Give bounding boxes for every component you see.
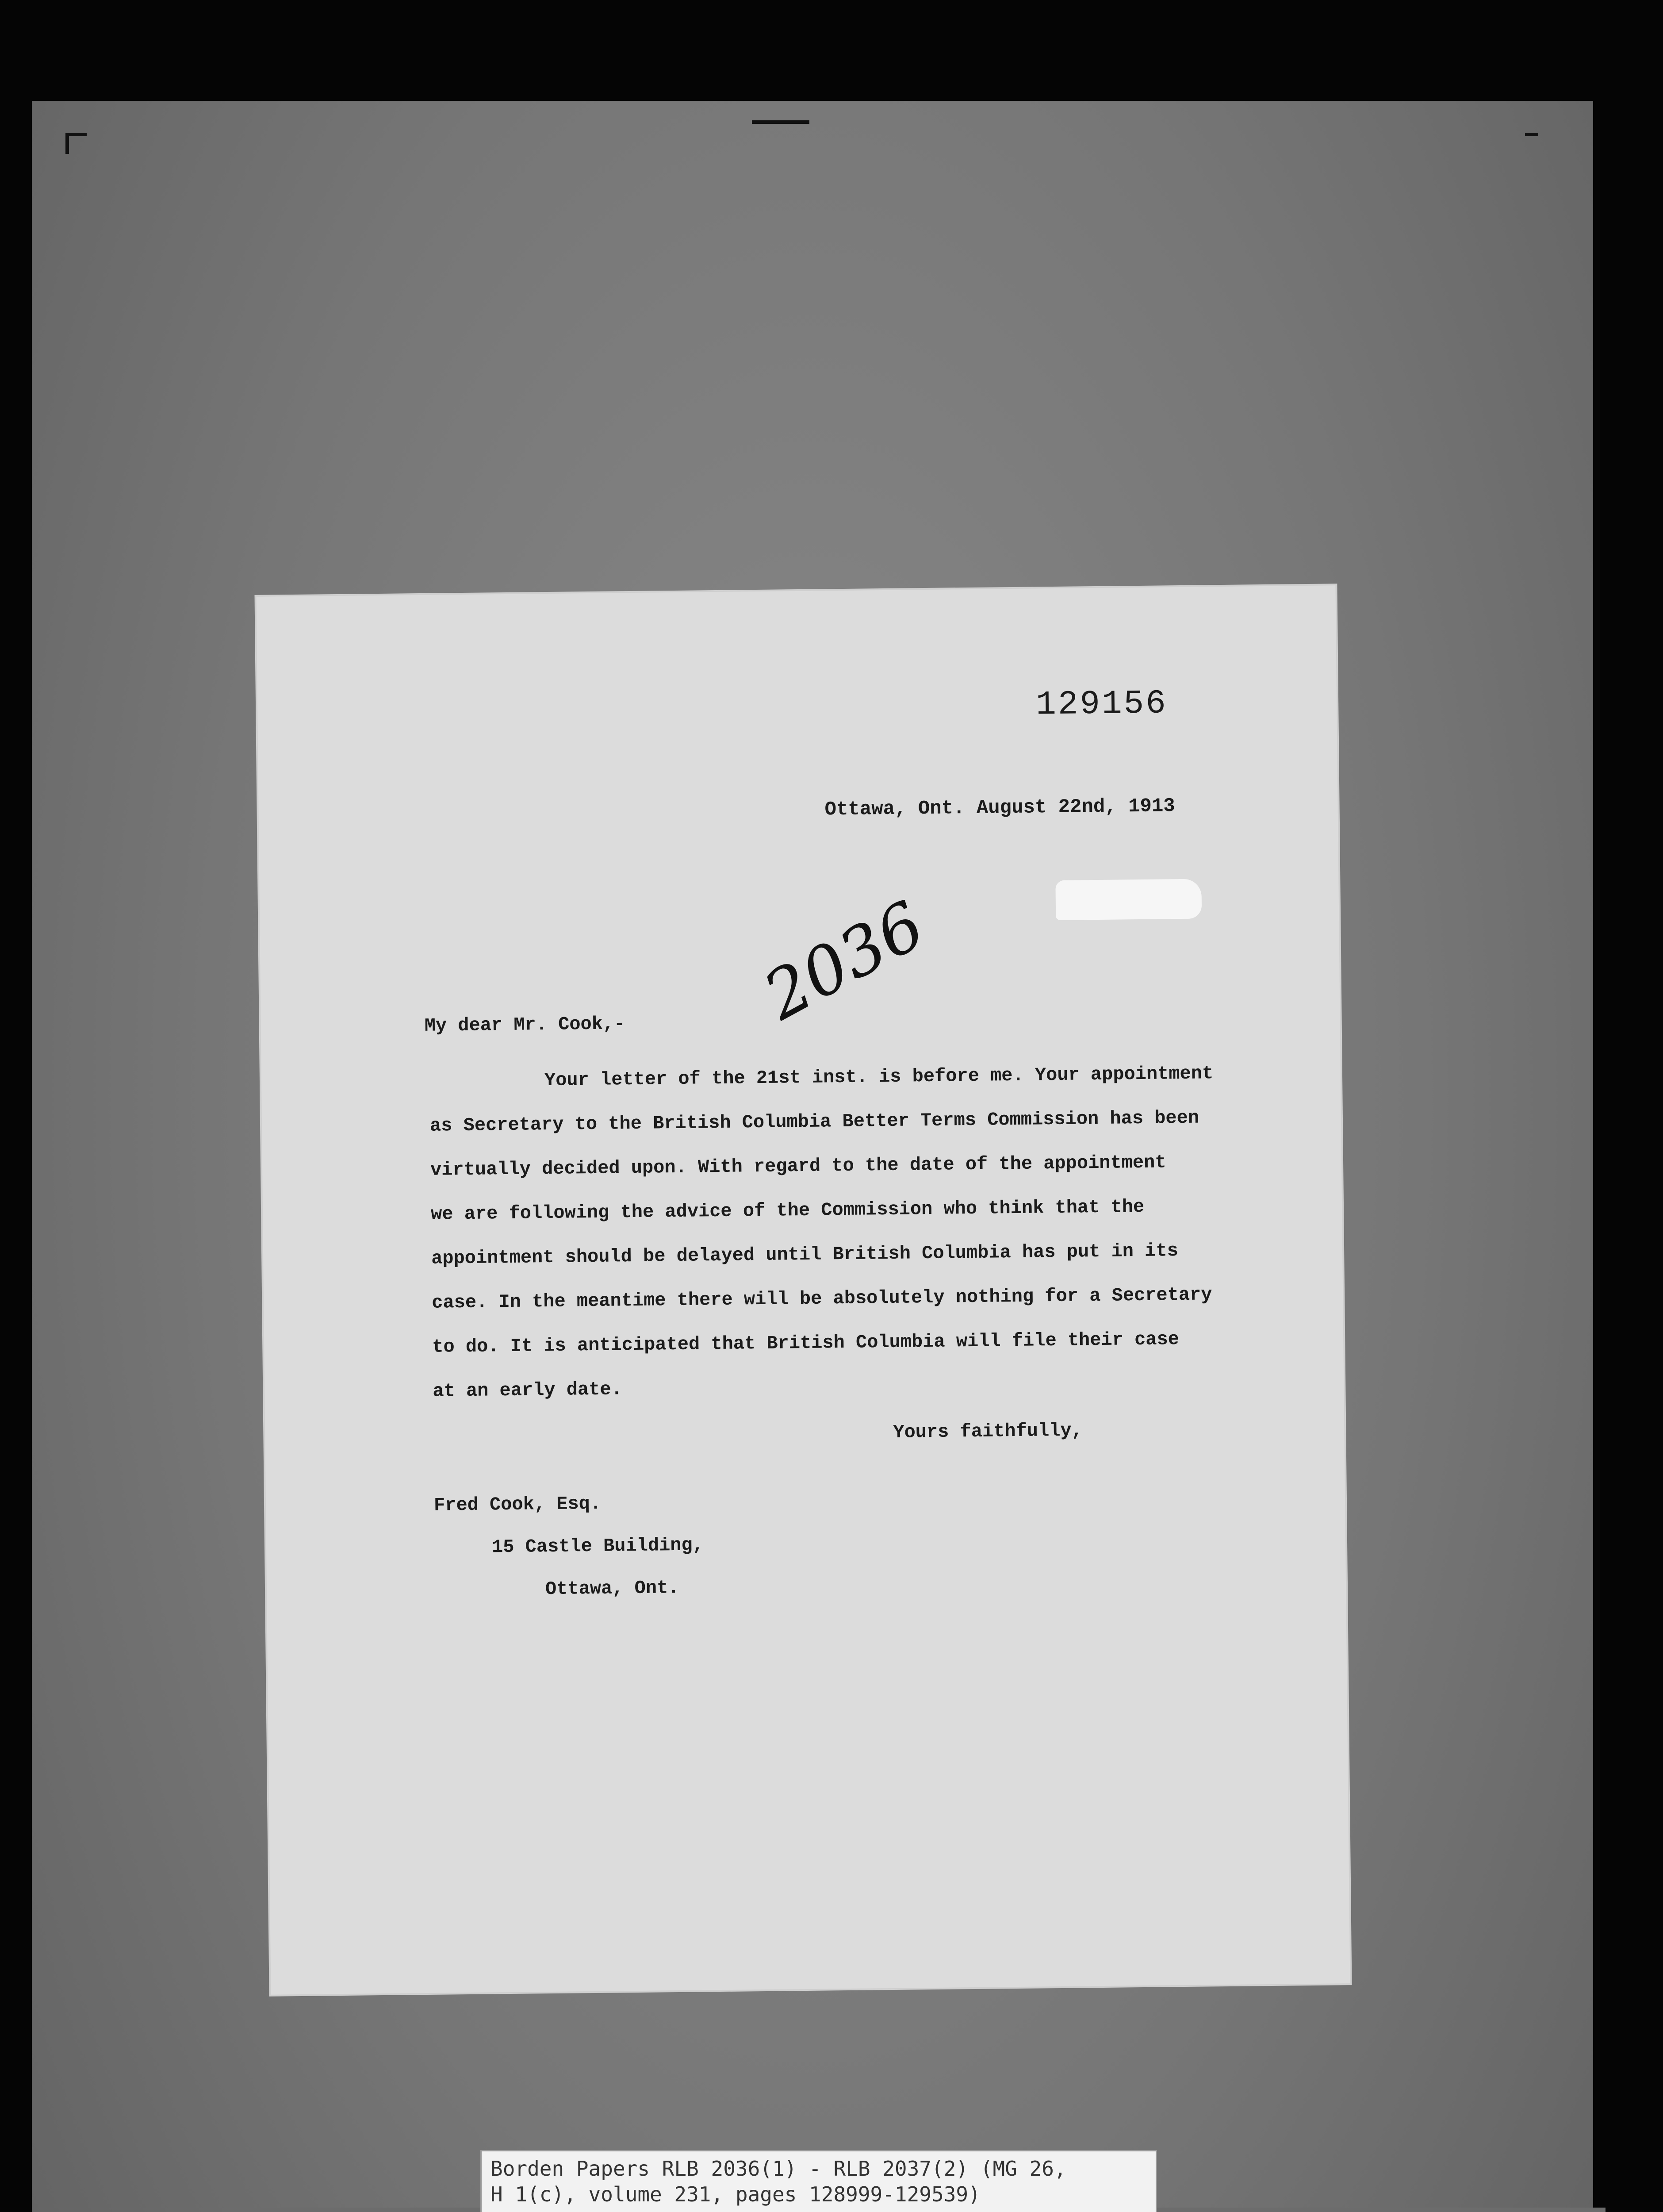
document-number: 129156 [1035,684,1168,724]
caption-line: Borden Papers RLB 2036(1) - RLB 2037(2) (MG 26, [490,2157,1066,2181]
body-line: as Secretary to the British Columbia Better Terms Commission has been [429,1107,1199,1137]
caption-line: H 1(c), volume 231, pages 128999-129539) [490,2182,981,2206]
body-line: at an early date. [433,1379,623,1402]
letter-page [257,585,1350,1994]
body-line: virtually decided upon. With regard to the date of the appointment [430,1152,1166,1181]
body-line: Your letter of the 21st inst. is before me. Your appointment [544,1063,1214,1091]
recipient-address [434,1481,705,1611]
body-line: appointment should be delayed until British Columbia has put in its [431,1240,1179,1269]
frame-corner-mark [65,133,87,154]
frame-dash-mark [1525,133,1538,136]
frame-dash-mark [752,120,809,124]
recipient-city: Ottawa, Ont. [545,1577,679,1600]
salutation: My dear Mr. Cook,- [424,1013,625,1037]
body-line: to do. It is anticipated that British Columbia will file their case [432,1329,1180,1358]
body-line: we are following the advice of the Commission who think that the [430,1196,1145,1225]
handwritten-number: 2036 [751,887,937,1035]
body-line: case. In the meantime there will be absolutely nothing for a Secretary [432,1284,1212,1313]
recipient-street: 15 Castle Building, [491,1534,704,1558]
tape-mark [1055,879,1202,920]
archive-caption [480,2150,1157,2212]
letter-dateline: Ottawa, Ont. August 22nd, 1913 [824,795,1175,821]
letter-closing: Yours faithfully, [893,1420,1083,1443]
letter-body [429,1050,1299,1413]
recipient-name: Fred Cook, Esq. [433,1493,602,1516]
